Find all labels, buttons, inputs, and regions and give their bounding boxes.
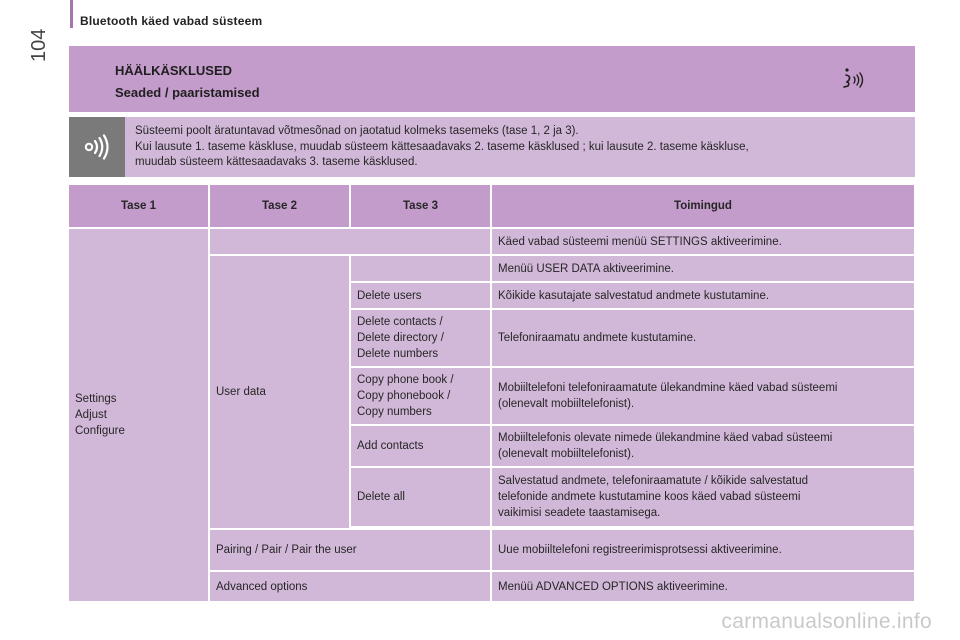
action-cell: Menüü ADVANCED OPTIONS aktiveerimine. [492, 572, 914, 601]
info-line: muudab süsteem kättesaadavaks 3. taseme käsklused. [135, 156, 418, 168]
action-cell: Uue mobiiltelefoni registreerimisprotsessi aktiveerimine. [492, 530, 914, 570]
level2-advanced-options: Advanced options [210, 572, 490, 601]
level3-cell: Delete users [351, 283, 490, 308]
voice-commands-table [67, 183, 916, 603]
level3-cell: Copy phone book / Copy phonebook / Copy numbers [351, 368, 490, 424]
action-cell: Menüü USER DATA aktiveerimine. [492, 256, 914, 281]
level1-commands: Settings Adjust Configure [69, 229, 208, 601]
level3-cell: Add contacts [351, 426, 490, 466]
empty-cell [351, 256, 490, 281]
level2-pairing: Pairing / Pair / Pair the user [210, 530, 490, 570]
action-cell: Käed vabad süsteemi menüü SETTINGS aktiveerimine. [492, 229, 914, 254]
action-cell: Kõikide kasutajate salvestatud andmete kustutamine. [492, 283, 914, 308]
header-level-3: Tase 3 [351, 185, 490, 227]
section-title: HÄÄLKÄSKLUSED [115, 63, 232, 78]
info-line: Süsteemi poolt äratuntavad võtmesõnad on jaotatud kolmeks tasemeks (tase 1, 2 ja 3). [135, 125, 579, 137]
action-cell: Mobiiltelefonis olevate nimede ülekandmine käed vabad süsteemi (olenevalt mobiiltelefonist). [492, 426, 914, 466]
info-icon-box [69, 117, 125, 177]
sound-waves-icon [81, 134, 113, 160]
info-line: Kui lausute 1. taseme käskluse, muudab süsteem kättesaadavaks 2. taseme käsklused ; kui lausute 2. taseme käskluse, [135, 140, 749, 153]
chapter-title: Bluetooth käed vabad süsteem [80, 14, 263, 28]
level3-cell: Delete contacts / Delete directory / Delete numbers [351, 310, 490, 366]
watermark: carmanualsonline.info [721, 610, 932, 633]
level3-cell: Delete all [351, 468, 490, 526]
header-level-2: Tase 2 [210, 185, 349, 227]
section-header [69, 46, 915, 112]
section-subtitle: Seaded / paaristamised [115, 85, 260, 100]
empty-cell [210, 229, 490, 254]
page-number: 104 [28, 28, 50, 62]
level2-user-data: User data [210, 256, 349, 528]
chapter-accent-bar [70, 0, 73, 28]
action-cell: Salvestatud andmete, telefoniraamatute / kõikide salvestatud telefonide andmete kustutamine koos käed vabad süsteemi vaikimisi seadete taastamisega. [492, 468, 914, 526]
header-actions: Toimingud [492, 185, 914, 227]
voice-command-icon [841, 66, 867, 94]
action-cell: Mobiiltelefoni telefoniraamatute ülekandmine käed vabad süsteemi (olenevalt mobiiltelefonist). [492, 368, 914, 424]
action-cell: Telefoniraamatu andmete kustutamine. [492, 310, 914, 366]
table-row [69, 229, 914, 254]
header-level-1: Tase 1 [69, 185, 208, 227]
table-header-row [69, 185, 914, 227]
info-text [135, 124, 905, 171]
info-box [69, 117, 915, 177]
